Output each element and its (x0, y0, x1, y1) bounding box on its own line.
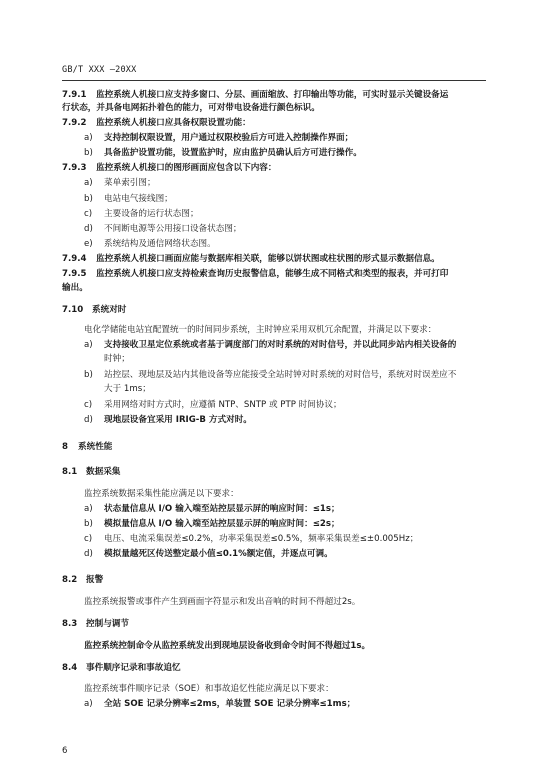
text-line: 监控系统人机接口应具备权限设置功能： (96, 118, 251, 128)
text-line: 大于 1ms； (104, 384, 151, 394)
text-line: 支持控制权限设置，用户通过权限校验后方可进入控制操作界面； (104, 133, 354, 143)
section-number: 8.1 (62, 467, 78, 477)
list-marker: a) (84, 504, 93, 514)
text-line: 监控系统人机接口的图形画面应包含以下内容： (96, 163, 277, 173)
text-line: 输出。 (62, 283, 88, 293)
list-marker: c) (84, 534, 93, 544)
section-title: 控制与调节 (86, 619, 129, 629)
list-marker: b) (84, 148, 93, 158)
text-line: 监控系统人机接口应支持多窗口、分层、画面缩放、打印输出等功能，可实时显示关键设备运 (96, 90, 449, 100)
section-title: 报警 (86, 575, 104, 585)
standard-code: GB/T XXX —20XX (62, 65, 137, 75)
list-marker: b) (84, 194, 93, 204)
text-line: 行状态，并具备电网拓扑着色的能力，可对带电设备进行颜色标识。 (62, 103, 320, 113)
list-marker: e) (84, 239, 93, 249)
text-line: 不间断电源等公用接口设备状态图； (104, 224, 242, 234)
list-marker: b) (84, 370, 93, 380)
text-line: 采用网络对时方式时，应遵循 NTP、SNTP 或 PTP 时间协议； (104, 400, 342, 410)
text-line: 电化学储能电站宜配置统一的时间同步系统，主时钟应采用双机冗余配置，并满足以下要求： (84, 325, 437, 335)
text-line: 监控系统人机接口应支持检索查询历史报警信息，能够生成不同格式和类型的报表，并可打印 (96, 269, 449, 279)
text-line: 监控系统事件顺序记录（SOE）和事故追忆性能应满足以下要求： (84, 684, 334, 694)
text-line: 模拟量信息从 I/O 输入端至站控层显示屏的响应时间：≤2s； (104, 519, 340, 529)
text-line: 监控系统报警或事件产生到画面字符显示和发出音响的时间不得超过2s。 (84, 597, 361, 607)
text-line: 站控层、现地层及站内其他设备等应能接受全站时钟对时系统的对时信号，系统对时误差应不 (104, 370, 457, 380)
text-line: 监控系统数据采集性能应满足以下要求： (84, 489, 239, 499)
section-number: 7.10 (62, 305, 84, 315)
page-number: 6 (62, 746, 68, 756)
text-line: 状态量信息从 I/O 输入端至站控层显示屏的响应时间：≤1s； (104, 504, 340, 514)
text-line: 监控系统控制命令从监控系统发出到现地层设备收到命令时间不得超过1s。 (84, 641, 371, 651)
text-line: 主要设备的运行状态图； (104, 209, 199, 219)
list-marker: a) (84, 340, 93, 350)
list-marker: a) (84, 178, 93, 188)
clause-number: 7.9.1 (62, 90, 87, 100)
text-line: 支持接收卫星定位系统或者基于调度部门的对时系统的对时信号，并以此同步站内相关设备的 (104, 340, 457, 350)
clause-number: 7.9.2 (62, 118, 87, 128)
section-number: 8.2 (62, 575, 78, 585)
text-line: 菜单索引图； (104, 178, 156, 188)
chapter-number: 8 (62, 442, 68, 452)
list-marker: c) (84, 400, 93, 410)
header-rule (62, 80, 486, 81)
clause-number: 7.9.3 (62, 163, 87, 173)
text-line: 系统结构及通信网络状态图。 (104, 239, 216, 249)
list-marker: d) (84, 549, 93, 559)
list-marker: a) (84, 699, 93, 709)
section-title: 数据采集 (86, 467, 121, 477)
clause-number: 7.9.5 (62, 269, 87, 279)
text-line: 全站 SOE 记录分辨率≤2ms，单装置 SOE 记录分辨率≤1ms； (104, 699, 356, 709)
clause-number: 7.9.4 (62, 254, 87, 264)
section-title: 事件顺序记录和事故追忆 (86, 663, 181, 673)
text-line: 具备监护设置功能，设置监护时，应由监护员确认后方可进行操作。 (104, 148, 362, 158)
list-marker: c) (84, 209, 93, 219)
text-line: 电站电气接线图； (104, 194, 173, 204)
text-line: 现地层设备宜采用 IRIG-B 方式对时。 (104, 415, 252, 425)
chapter-title: 系统性能 (78, 442, 113, 452)
list-marker: b) (84, 519, 93, 529)
section-number: 8.3 (62, 619, 78, 629)
text-line: 模拟量越死区传送整定最小值≤0.1%额定值，并逐点可调。 (104, 549, 333, 559)
list-marker: d) (84, 224, 93, 234)
section-title: 系统对时 (92, 305, 127, 315)
list-marker: a) (84, 133, 93, 143)
text-line: 时钟； (104, 354, 130, 364)
text-line: 电压、电流采集误差≤0.2%，功率采集误差≤0.5%，频率采集误差≤±0.005Hz； (104, 534, 419, 544)
section-number: 8.4 (62, 663, 78, 673)
text-line: 监控系统人机接口画面应能与数据库相关联，能够以饼状图或柱状图的形式显示数据信息。 (96, 254, 440, 264)
list-marker: d) (84, 415, 93, 425)
